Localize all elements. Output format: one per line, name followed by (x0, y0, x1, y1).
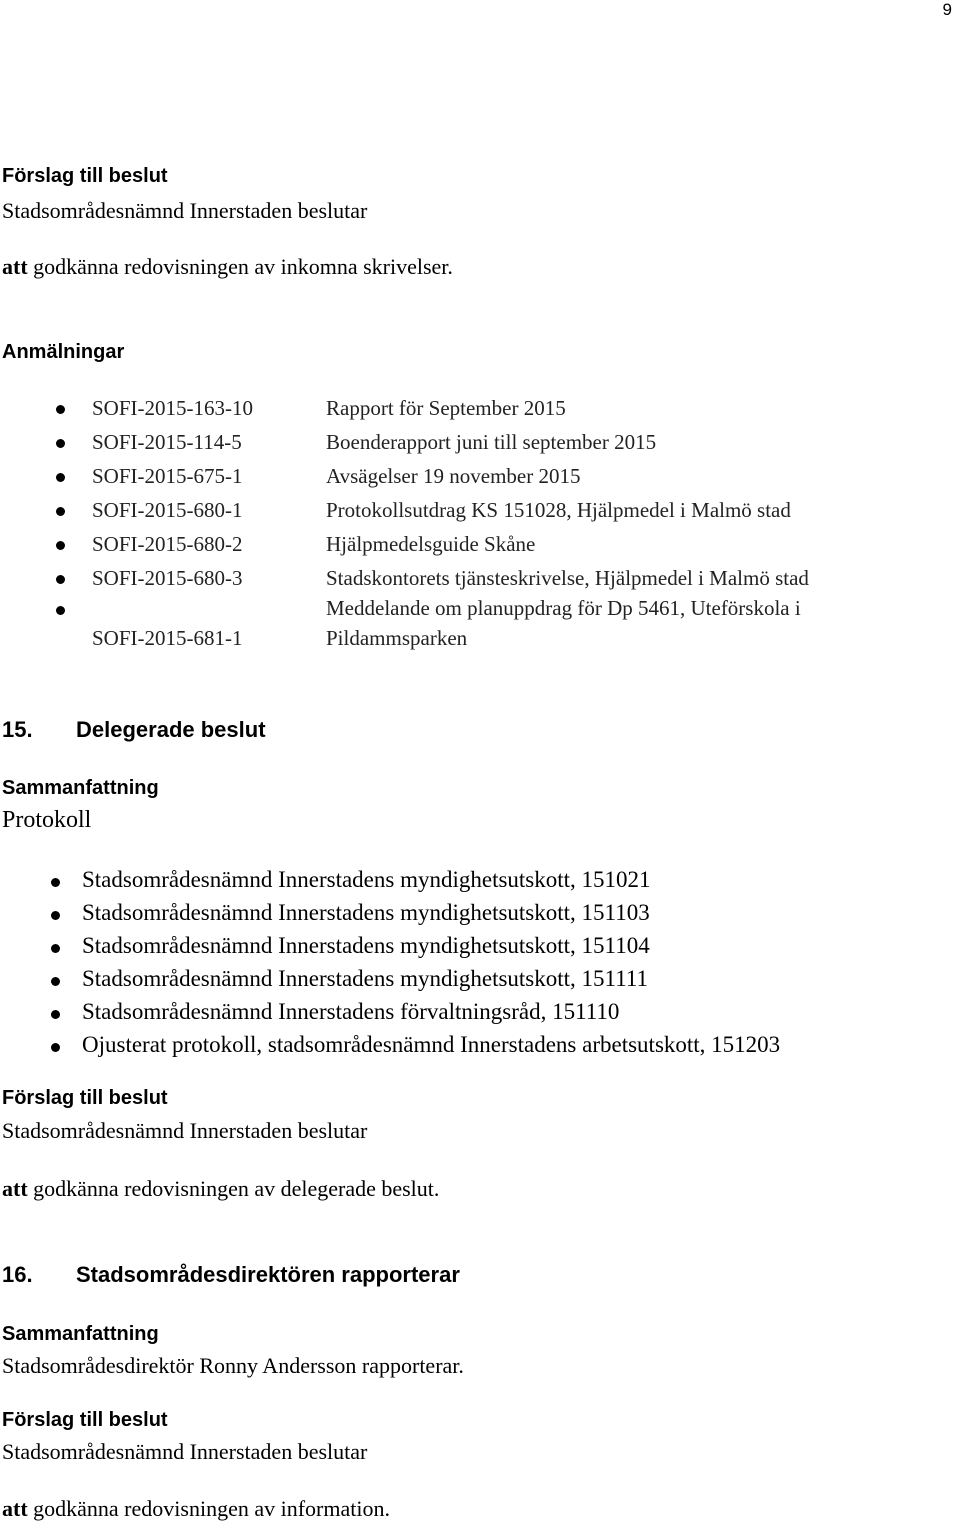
att-keyword: att (2, 254, 28, 279)
page-number: 9 (942, 0, 952, 19)
anmalan-code: SOFI-2015-163-10 (92, 396, 253, 420)
anmalan-code: SOFI-2015-680-2 (92, 532, 243, 556)
protokoll-label: Protokoll (2, 807, 92, 833)
summary-text: Stadsområdesdirektör Ronny Andersson rapporterar. (2, 1353, 464, 1378)
anmalningar-heading: Anmälningar (2, 341, 125, 363)
bullet-icon (51, 1010, 60, 1019)
bullet-icon (56, 575, 65, 584)
anmalan-code: SOFI-2015-114-5 (92, 430, 242, 454)
protokoll-item: Ojusterat protokoll, stadsområdesnämnd Innerstadens arbetsutskott, 151203 (82, 1032, 781, 1057)
summary-heading: Sammanfattning (2, 777, 159, 799)
att-keyword: att (2, 1176, 28, 1201)
bullet-icon (51, 977, 60, 986)
section-number: 16. (2, 1262, 33, 1287)
anmalan-code: SOFI-2015-681-1 (92, 626, 243, 650)
anmalan-description: Rapport för September 2015 (326, 396, 566, 420)
anmalan-description: Meddelande om planuppdrag för Dp 5461, Uteförskola i (326, 596, 801, 620)
section-number: 15. (2, 717, 33, 742)
proposal-heading: Förslag till beslut (2, 1087, 168, 1109)
proposal-heading: Förslag till beslut (2, 1409, 168, 1431)
proposal-line: Stadsområdesnämnd Innerstaden beslutar (2, 198, 368, 223)
att-statement (2, 1496, 390, 1522)
bullet-icon (56, 473, 65, 482)
protokoll-item: Stadsområdesnämnd Innerstadens myndighetsutskott, 151021 (82, 867, 651, 892)
att-statement (2, 254, 453, 280)
anmalan-code: SOFI-2015-675-1 (92, 464, 243, 488)
bullet-icon (51, 878, 60, 887)
att-text: godkänna redovisningen av information. (27, 1496, 390, 1521)
anmalan-code: SOFI-2015-680-3 (92, 566, 243, 590)
proposal-line: Stadsområdesnämnd Innerstaden beslutar (2, 1118, 368, 1143)
anmalan-code: SOFI-2015-680-1 (92, 498, 243, 522)
bullet-icon (51, 1043, 60, 1052)
proposal-line: Stadsområdesnämnd Innerstaden beslutar (2, 1439, 368, 1464)
proposal-heading: Förslag till beslut (2, 165, 168, 187)
bullet-icon (51, 911, 60, 920)
protokoll-item: Stadsområdesnämnd Innerstadens myndighetsutskott, 151103 (82, 900, 650, 925)
att-statement (2, 1176, 439, 1202)
anmalan-description: Boenderapport juni till september 2015 (326, 430, 657, 454)
bullet-icon (56, 405, 65, 414)
summary-heading: Sammanfattning (2, 1323, 159, 1345)
bullet-icon (56, 606, 65, 615)
bullet-icon (51, 944, 60, 953)
anmalan-description: Stadskontorets tjänsteskrivelse, Hjälpmedel i Malmö stad (326, 566, 809, 590)
bullet-icon (56, 541, 65, 550)
protokoll-item: Stadsområdesnämnd Innerstadens myndighetsutskott, 151111 (82, 966, 648, 991)
section-title: Delegerade beslut (76, 717, 266, 742)
section-title: Stadsområdesdirektören rapporterar (76, 1262, 460, 1287)
protokoll-item: Stadsområdesnämnd Innerstadens förvaltningsråd, 151110 (82, 999, 620, 1024)
bullet-icon (56, 507, 65, 516)
att-text: godkänna redovisningen av inkomna skrivelser. (27, 254, 453, 279)
att-text: godkänna redovisningen av delegerade beslut. (27, 1176, 440, 1201)
anmalan-description: Protokollsutdrag KS 151028, Hjälpmedel i Malmö stad (326, 498, 791, 522)
anmalan-description: Avsägelser 19 november 2015 (326, 464, 581, 488)
att-keyword: att (2, 1496, 28, 1521)
anmalan-description-continued: Pildammsparken (326, 626, 468, 650)
bullet-icon (56, 439, 65, 448)
protokoll-item: Stadsområdesnämnd Innerstadens myndighetsutskott, 151104 (82, 933, 650, 958)
anmalan-description: Hjälpmedelsguide Skåne (326, 532, 536, 556)
